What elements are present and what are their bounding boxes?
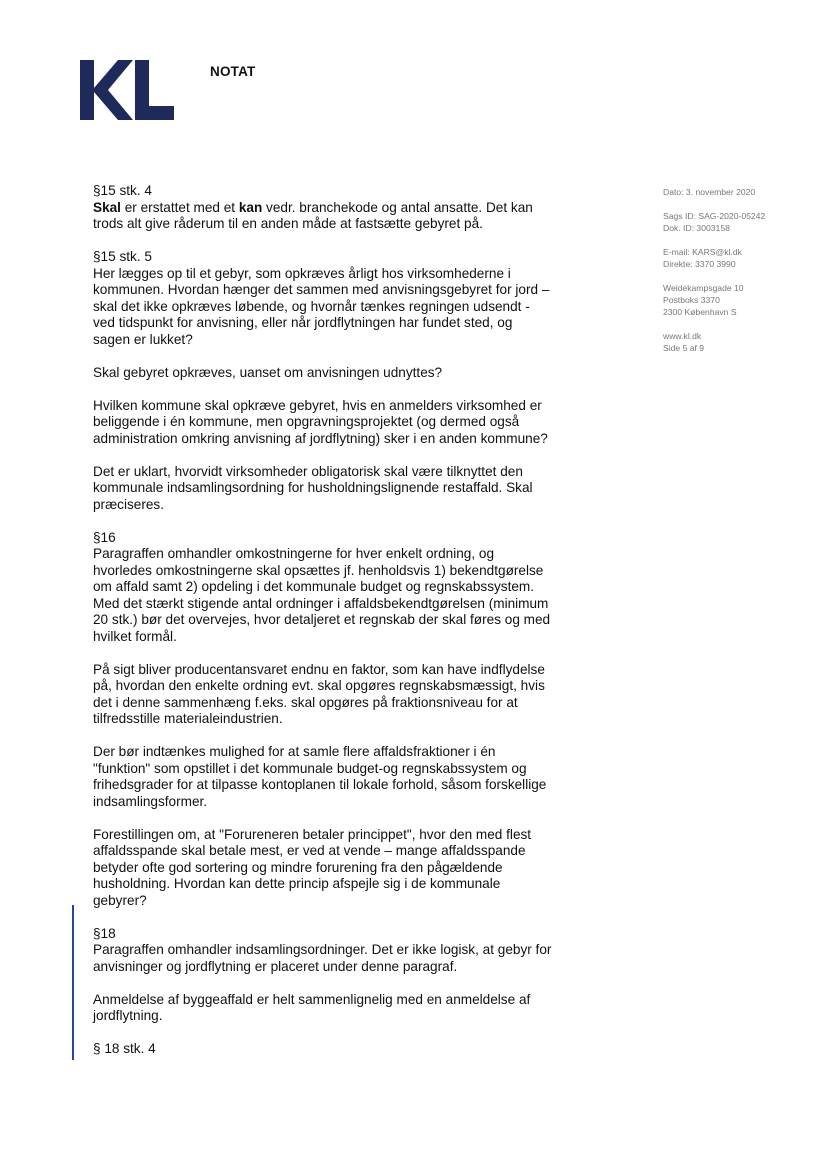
bold-term: kan (238, 199, 263, 215)
paragraph: På sigt bliver producentansvaret endnu en faktor, som kan have indflydelse på, hvordan den enkelte ordning evt. skal opgøres regnskabsmæssigt, hvis det i denne sammenhæng f.eks. skal opgøres på fraktionsniveau for at tilfredsstille materialeindustrien. (93, 661, 545, 726)
address-line: Postboks 3370 (663, 295, 720, 306)
text: er erstattet med et (120, 199, 239, 215)
paragraph-text: Paragraffen omhandler omkostningerne for hver enkelt ordning, og hvorledes omkostningerne skal opsættes jf. henholdsvis 1) bekendtgørelse om affald samt 2) opdeling i det kommunale budget og regnskabssystem. Med det stærkt stigende antal ordninger i affaldsbekendtgørelsen (minimum 20 stk.) bør det overvejes, hvor detaljeret et regnskab der skal føres og med hvilket formål. (93, 546, 551, 644)
direct-phone: Direkte: 3370 3990 (663, 259, 736, 270)
document-body (93, 183, 553, 1058)
dok-id: Dok. ID: 3003158 (663, 223, 730, 234)
paragraph: Anmeldelse af byggeaffald er helt sammenlignelig med en anmeldelse af jordflytning. (93, 991, 531, 1023)
section-heading: §15 stk. 4 (93, 183, 152, 198)
revision-margin-bar (72, 905, 74, 1060)
email: E-mail: KARS@kl.dk (663, 247, 742, 258)
date: Dato: 3. november 2020 (663, 187, 756, 197)
paragraph-text: Her lægges op til et gebyr, som opkræves årligt hos virksomhederne i kommunen. Hvordan hænger det sammen med anvisningsgebyret for jord – skal det ikke opkræves løbende, og hvornår tænkes regningen udsendt - ved tidspunkt for anvisning, eller når jordflytningen har fundet sted, og sagen er lukket? (93, 265, 550, 347)
section-15-4 (93, 183, 553, 233)
paragraph: Der bør indtænkes mulighed for at samle flere affaldsfraktioner i én "funktion" som opstillet i det kommunale budget-og regnskabssystem og frihedsgrader for at tilpasse kontoplanen til lokale forhold, såsom forskellige indsamlingsformer. (93, 744, 547, 809)
document-type: NOTAT (210, 64, 256, 79)
address-line: Weidekampsgade 10 (663, 283, 744, 294)
paragraph: Skal gebyret opkræves, uanset om anvisningen udnyttes? (93, 364, 443, 380)
text: vedr. branchekode og antal ansatte. Det kan trods alt give råderum til en anden måde at fastsætte gebyret på. (93, 199, 533, 231)
paragraph-text: Paragraffen omhandler indsamlingsordninger. Det er ikke logisk, at gebyr for anvisninger og jordflytning er placeret under denne paragraf. (93, 942, 552, 974)
document-metadata (663, 187, 803, 367)
kl-logo (78, 60, 174, 120)
paragraph: Hvilken kommune skal opkræve gebyret, hvis en anmelders virksomhed er beliggende i én kommune, men opgravningsprojektet (og dermed også administration omkring anvisning af jordflytning) sker i en anden kommune? (93, 397, 548, 446)
address-line: 2300 København S (663, 307, 737, 318)
page-number: Side 5 af 9 (663, 343, 705, 354)
section-heading: § 18 stk. 4 (93, 1041, 156, 1056)
section-heading: §16 (93, 529, 116, 545)
section-heading: §15 stk. 5 (93, 249, 152, 264)
section-15-5 (93, 249, 553, 348)
paragraph: Det er uklart, hvorvidt virksomheder obligatorisk skal være tilknyttet den kommunale indsamlingsordning for husholdningslignende restaffald. Skal præciseres. (93, 463, 533, 512)
section-heading: §18 (93, 925, 116, 941)
website: www.kl.dk (663, 331, 702, 342)
sags-id: Sags ID: SAG-2020-05242 (663, 211, 766, 222)
paragraph: Forestillingen om, at "Forureneren betaler princippet", hvor den med flest affaldsspande skal betale mest, er ved at vende – mange affaldsspande betyder ofte god sortering og mindre forurening fra den pågældende husholdning. Hvordan kan dette princip afspejle sig i de kommunale gebyrer? (93, 826, 532, 908)
section-18 (93, 926, 553, 976)
bold-term: Skal (93, 199, 121, 215)
section-16 (93, 530, 553, 646)
